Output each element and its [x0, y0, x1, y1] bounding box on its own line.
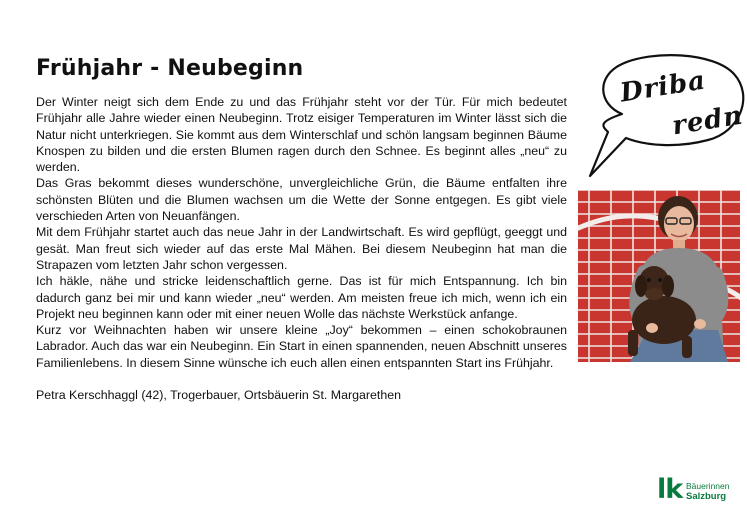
author-signature: Petra Kerschhaggl (42), Trogerbauer, Ortsbäuerin St. Margarethen	[36, 388, 402, 403]
article-body	[36, 94, 567, 403]
article-title: Frühjahr - Neubeginn	[36, 56, 304, 81]
author-photo	[578, 190, 740, 362]
paragraph: Mit dem Frühjahr startet auch das neue Jahr in der Landwirtschaft. Es wird gepflügt, geeggt und gesät. Man freut sich wieder auf das erste Mal Mähen. Bei diesem Neubeginn hat man die Strapazen vom letzten Jahr schon vergessen.	[36, 225, 567, 272]
logo-mark: lk	[657, 474, 683, 505]
paragraph: Das Gras bekommt dieses wunderschöne, unvergleichliche Grün, die Bäume entfalten ihre schönsten Blüten und die Blumen wachsen um die Wette der Sonne entgegen. Es gibt viele verschieden Arten von Neuanfängen.	[36, 176, 567, 224]
paragraph: Ich häkle, nähe und stricke leidenschaftlich gerne. Das ist für mich Entspannung. Ich bin dadurch ganz bei mir und kann wieder „neu“ werden. Am meisten freue ich mich, wenn ich ein Projekt neu beginnen kann oder mit einer neuen Wolle das nächste Werkstück anfange.	[36, 274, 567, 321]
organization-logo	[657, 476, 737, 506]
bubble-text-line1: Driba	[618, 65, 708, 109]
logo-text-line2: Salzburg	[686, 491, 727, 502]
logo-text-line1: Bäuerinnen	[686, 481, 730, 491]
bubble-text-line2: redn	[670, 100, 746, 142]
paragraph: Der Winter neigt sich dem Ende zu und das Frühjahr steht vor der Tür. Für mich bedeutet Frühjahr alle Jahre wieder einen Neubeginn. Trotz eisiger Temperaturen im Winter lässt sich die Natur nicht unterkriegen. Sie kommt aus dem Winterschlaf und schön langsam beginnen Bäume Knospen zu bilden und die ersten Blumen ragen durch den Schnee. Es beginnt alles „neu“ zu werden.	[36, 95, 567, 175]
paragraph: Kurz vor Weihnachten haben wir unsere kleine „Joy“ bekommen – einen schokobraunen Labrador. Auch das war ein Neubeginn. Ein Start in einen spannenden, neuen Abschnitt unseres Familienlebens. In diesem Sinne wünsche ich euch allen einen entspannten Start ins Frühjahr.	[36, 323, 567, 370]
